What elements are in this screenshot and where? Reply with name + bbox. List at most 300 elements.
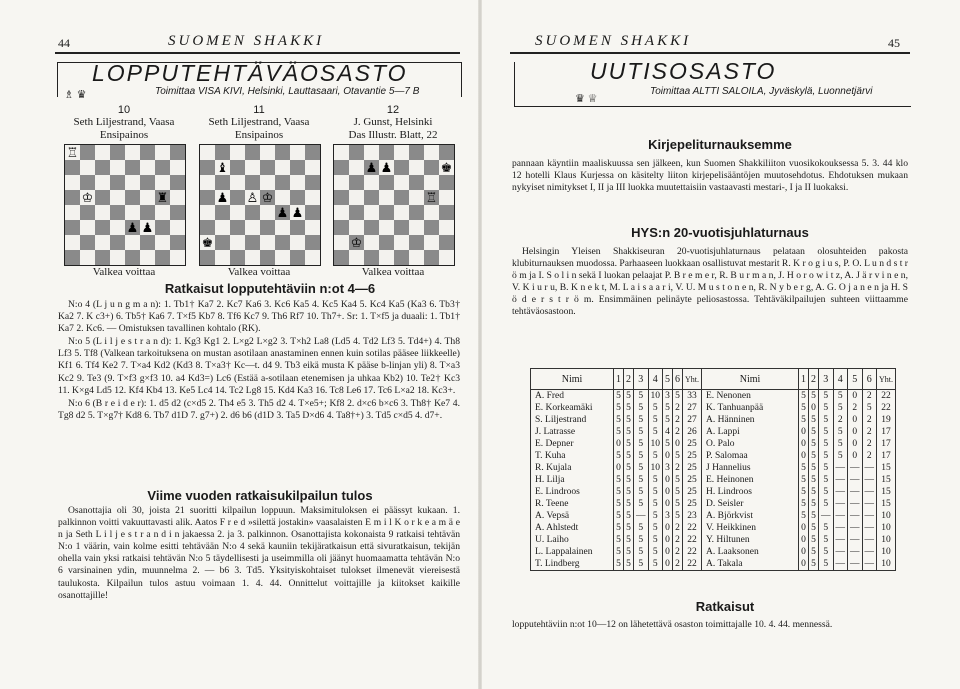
score-cell: 0: [848, 414, 863, 426]
participant-name: T. Kuha: [531, 450, 614, 462]
participant-name: D. Seisler: [702, 498, 799, 510]
news-heading-kirjepeli: Kirjepeliturnauksemme: [648, 137, 792, 152]
score-cell: 5: [663, 402, 673, 414]
score-cell: 5: [673, 474, 683, 486]
black-pawn-icon: ♟: [276, 205, 289, 220]
black-pawn-icon: ♟: [126, 220, 139, 235]
total-cell: 15: [877, 474, 896, 486]
table-row: [531, 534, 896, 546]
article-text: Osanottajia oli 30, joista 21 suoritti kilpailun loppuun. Maksimituloksen ei päässyt kukaan. 1. palkinnon voitti vakuuttavasti alik. Aatos F r e d »silettä jostakin» vaasalaisten E m i l K o r k e a m ä e n ja Seth L i l j e s t r a n d i n jakaessa 2. ja 3. palkinnon. Osanottajista kokonaista 9 ratkaisi tehtävän N:o 1 väärin, vain kolme esitti tehtävään N:o 4 sekä kauniin tekijäratkaisun että sivuratkaisun, tekijän ohella vain yksi ratkaisi tehtävän N:o 5 täydellisesti ja useimmilla oli jäänyt huomaamatta tehtävän N:o 6 varsinainen ydin, muunnelma 2. — b6 3. Td5. Yksityiskohtaiset tulokset ilmenevät viereisestä taulukosta. Kilpailun tulos astuu voimaan 1. 4. 44. Onnittelut voittajille ja kiitokset kaikille osanottajille!: [58, 505, 460, 601]
score-cell: 5: [833, 402, 848, 414]
score-cell: 5: [634, 486, 649, 498]
solution-5: N:o 5 (L i l j e s t r a n d): 1. Kg3 Kg1 2. L×g2 L×g2 3. T×h2 La8 (Ld5 4. Td2 Lf3 5. Td4+) 4. Th8 Lf3 5. Tf8 (Valkean tarkoituksena on mustan asotilaan anastaminen ennen kuin sotilas pääsee liikkeelle) Kf1 6. Tf4 Ke2 7. T×a4 Kd2 (Kd3 8. T×a3† Kc—t. d4 9. Tb3 eikä musta K pääse b-linjan yli) 8. T×a3 Kc2 9. Te3 (9. T×f3 g×f3 10. a4 Kd3=) Lc6 (Estää a-sotilaan etenemisen ja uhkaa Kb2) 10. Te2† Kc3 11. K×g4 Ld5 12. Kf4 Kb4 13. Ke5 Lc4 14. Tc2 Lg8 15. Kd4 Ka3 16. Tc8 Le6 17. Tc6 L×a2 18. Kc3+.: [58, 336, 460, 396]
score-cell: —: [833, 462, 848, 474]
participant-name: L. Lappalainen: [531, 546, 614, 558]
black-pawn-icon: ♟: [291, 205, 304, 220]
score-cell: 5: [663, 414, 673, 426]
total-cell: 25: [683, 498, 702, 510]
score-cell: 2: [673, 462, 683, 474]
score-cell: 5: [819, 474, 834, 486]
score-cell: —: [862, 522, 877, 534]
header-col-4: 4: [648, 369, 663, 390]
problem-12-source: Das Illustr. Blatt, 22: [348, 129, 438, 141]
score-cell: 5: [648, 486, 663, 498]
score-cell: 5: [833, 450, 848, 462]
score-cell: 5: [673, 510, 683, 522]
score-cell: —: [862, 498, 877, 510]
total-cell: 27: [683, 414, 702, 426]
results-header-row: [531, 369, 896, 390]
left-section-title: LOPPUTEHTÄVÄOSASTO: [92, 60, 408, 86]
total-cell: 25: [683, 438, 702, 450]
score-cell: 5: [648, 414, 663, 426]
score-cell: —: [862, 534, 877, 546]
participant-name: A. Ahlstedt: [531, 522, 614, 534]
score-cell: 5: [614, 498, 624, 510]
participant-name: E. Nenonen: [702, 390, 799, 403]
score-cell: 5: [809, 390, 819, 403]
score-cell: 5: [614, 414, 624, 426]
header-col-3: 3: [634, 369, 649, 390]
header-col-6: 6: [862, 369, 877, 390]
score-cell: 0: [809, 402, 819, 414]
score-cell: 5: [624, 390, 634, 403]
table-row: [531, 474, 896, 486]
solutions-heading: Ratkaisut lopputehtäviin n:ot 4—6: [164, 281, 376, 296]
results-body: [531, 390, 896, 571]
total-cell: 25: [683, 486, 702, 498]
total-cell: 23: [683, 510, 702, 522]
score-cell: —: [833, 510, 848, 522]
score-cell: 5: [673, 498, 683, 510]
header-name-right: Nimi: [702, 369, 799, 390]
score-cell: 5: [809, 414, 819, 426]
score-cell: 5: [624, 486, 634, 498]
total-cell: 15: [877, 486, 896, 498]
black-king-icon: ♚: [201, 235, 214, 250]
score-cell: 5: [819, 498, 834, 510]
score-cell: 5: [673, 390, 683, 403]
score-cell: 5: [624, 522, 634, 534]
header-name-left: Nimi: [531, 369, 614, 390]
score-cell: 5: [819, 558, 834, 571]
score-cell: 5: [799, 510, 809, 522]
score-cell: 2: [862, 438, 877, 450]
table-row: [531, 510, 896, 522]
total-cell: 10: [877, 510, 896, 522]
participant-name: S. Liljestrand: [531, 414, 614, 426]
score-cell: 5: [634, 462, 649, 474]
score-cell: 5: [648, 498, 663, 510]
score-cell: 5: [648, 402, 663, 414]
score-cell: 5: [648, 474, 663, 486]
black-pawn-icon: ♟: [141, 220, 154, 235]
table-row: [531, 414, 896, 426]
score-cell: 5: [809, 510, 819, 522]
score-cell: 5: [663, 438, 673, 450]
header-col-total: Yht.: [877, 369, 896, 390]
score-cell: 5: [634, 402, 649, 414]
score-cell: 5: [799, 474, 809, 486]
score-cell: —: [833, 498, 848, 510]
table-row: [531, 462, 896, 474]
score-cell: 5: [809, 426, 819, 438]
score-cell: 5: [634, 522, 649, 534]
score-cell: 2: [673, 534, 683, 546]
header-col-1: 1: [799, 369, 809, 390]
participant-name: Y. Hiltunen: [702, 534, 799, 546]
score-cell: —: [848, 462, 863, 474]
score-cell: —: [833, 522, 848, 534]
news-heading-hys: HYS:n 20-vuotisjuhlaturnaus: [631, 225, 809, 240]
score-cell: —: [862, 474, 877, 486]
black-pawn-icon: ♟: [365, 160, 378, 175]
score-cell: 3: [663, 510, 673, 522]
score-cell: 5: [624, 450, 634, 462]
score-cell: 2: [673, 558, 683, 571]
participant-name: T. Lindberg: [531, 558, 614, 571]
score-cell: 5: [648, 426, 663, 438]
total-cell: 22: [683, 546, 702, 558]
total-cell: 22: [683, 522, 702, 534]
score-cell: 0: [848, 450, 863, 462]
white-pawn-icon: ♙: [246, 190, 259, 205]
right-page-number: 45: [888, 36, 900, 50]
total-cell: 33: [683, 390, 702, 403]
score-cell: 5: [634, 474, 649, 486]
score-cell: 5: [614, 510, 624, 522]
score-cell: 5: [819, 450, 834, 462]
table-row: [531, 438, 896, 450]
score-cell: 5: [799, 414, 809, 426]
total-cell: 27: [683, 402, 702, 414]
left-header-rule: [55, 52, 460, 54]
score-cell: 3: [663, 462, 673, 474]
total-cell: 10: [877, 522, 896, 534]
black-pawn-icon: ♟: [380, 160, 393, 175]
score-cell: 0: [799, 522, 809, 534]
score-cell: 5: [673, 450, 683, 462]
white-king-icon: ♔: [261, 190, 274, 205]
participant-name: H. Lilja: [531, 474, 614, 486]
score-cell: 5: [634, 414, 649, 426]
score-cell: 0: [663, 546, 673, 558]
score-cell: —: [833, 558, 848, 571]
score-cell: 10: [648, 390, 663, 403]
score-cell: 2: [862, 414, 877, 426]
score-cell: 0: [663, 534, 673, 546]
score-cell: 0: [663, 498, 673, 510]
solution-6: N:o 6 (B r e i d e r): 1. d5 d2 (c×d5 2. Th4 e5 3. Th5 d2 4. T×e5+; Kf8 2. d×c6 b×c6 3. Th8† Ke7 4. Tg8 d2 5. T×g7† Kd8 6. Tb7 d1D 7. g7+) 2. d6 b6 (d1D 3. Ta5 D×d6 4. Ta8†+) 3. Td5 c×d5 4. d7+.: [58, 397, 460, 421]
white-king-icon: ♔: [81, 190, 94, 205]
score-cell: 0: [663, 522, 673, 534]
score-cell: 5: [809, 522, 819, 534]
participant-name: E. Lindroos: [531, 486, 614, 498]
participant-name: J. Latrasse: [531, 426, 614, 438]
score-cell: 5: [799, 390, 809, 403]
score-cell: 0: [848, 426, 863, 438]
score-cell: 5: [862, 402, 877, 414]
score-cell: 5: [614, 486, 624, 498]
score-cell: 2: [673, 546, 683, 558]
score-cell: 5: [833, 438, 848, 450]
score-cell: 5: [624, 402, 634, 414]
solution-4: N:o 4 (L j u n g m a n): 1. Tb1† Ka7 2. Kc7 Ka6 3. Kc6 Ka5 4. Kc5 Ka4 5. Kc4 Ka5 (Ka3 6. Tb3† Ka2 7. K c3+) 6. Tb5† Ka6 7. T×f5 Kb7 8. Tf6 Kc7 9. Th6 Rf7 10. Th7+. Sr: 1. T×f5 ja duaali: 1. Tb1† Ka7 2. Kc6. — Omistuksen tavallinen kohtalo (RK).: [58, 299, 460, 335]
score-cell: 5: [819, 486, 834, 498]
participant-name: V. Heikkinen: [702, 522, 799, 534]
black-pawn-icon: ♟: [216, 190, 229, 205]
total-cell: 19: [877, 414, 896, 426]
news-text-kirjepeli: pannaan käyntiin maaliskuussa sen jälkeen, kun Suomen Shakkiliiton vuosikokouksessa 5. 3. 44 klo 12 hotelli Klaus Kurjessa on käsitelty liiton kirjepelisääntöjen muutosehdotus. Ehdotuksen mukaan nykyiset nimitykset I, II ja III luokka muutettaisiin vastaavasti mestari-, I ja II luokaksi.: [512, 158, 908, 194]
total-cell: 22: [877, 402, 896, 414]
results-table: [530, 368, 896, 571]
header-col-2: 2: [809, 369, 819, 390]
score-cell: 0: [663, 450, 673, 462]
table-row: [531, 450, 896, 462]
black-king-icon: ♚: [440, 160, 453, 175]
score-cell: —: [848, 534, 863, 546]
score-cell: 5: [614, 522, 624, 534]
score-cell: 5: [819, 534, 834, 546]
score-cell: 5: [809, 450, 819, 462]
total-cell: 17: [877, 426, 896, 438]
score-cell: 0: [848, 438, 863, 450]
participant-name: R. Teene: [531, 498, 614, 510]
black-bishop-icon: ♝: [216, 160, 229, 175]
score-cell: 2: [673, 402, 683, 414]
participant-name: E. Heinonen: [702, 474, 799, 486]
problem-11-caption: Valkea voittaa: [227, 266, 291, 278]
total-cell: 17: [877, 438, 896, 450]
score-cell: —: [848, 546, 863, 558]
total-cell: 15: [877, 462, 896, 474]
total-cell: 15: [877, 498, 896, 510]
right-solutions-heading: Ratkaisut: [695, 599, 755, 614]
score-cell: 5: [833, 426, 848, 438]
participant-name: J Hannelius: [702, 462, 799, 474]
score-cell: —: [862, 510, 877, 522]
score-cell: 5: [634, 498, 649, 510]
score-cell: 5: [799, 462, 809, 474]
score-cell: 5: [634, 438, 649, 450]
score-cell: 5: [614, 546, 624, 558]
score-cell: 5: [809, 558, 819, 571]
score-cell: 5: [614, 534, 624, 546]
score-cell: 0: [663, 486, 673, 498]
score-cell: —: [862, 462, 877, 474]
right-header-rule: [510, 52, 910, 54]
score-cell: 5: [809, 486, 819, 498]
white-king-icon: ♔: [350, 235, 363, 250]
header-col-4: 4: [833, 369, 848, 390]
participant-name: A. Björkvist: [702, 510, 799, 522]
score-cell: 5: [809, 438, 819, 450]
score-cell: —: [848, 486, 863, 498]
score-cell: 5: [809, 462, 819, 474]
right-section-subtitle: Toimittaa ALTTI SALOILA, Jyväskylä, Luonnetjärvi: [650, 86, 873, 97]
total-cell: 25: [683, 462, 702, 474]
score-cell: 5: [648, 450, 663, 462]
score-cell: 2: [862, 450, 877, 462]
table-row: [531, 390, 896, 403]
score-cell: 5: [799, 498, 809, 510]
header-col-5: 5: [848, 369, 863, 390]
problem-11-number: 11: [253, 104, 265, 116]
score-cell: 5: [624, 510, 634, 522]
score-cell: 5: [819, 414, 834, 426]
score-cell: 5: [614, 450, 624, 462]
score-cell: 0: [848, 390, 863, 403]
total-cell: 10: [877, 546, 896, 558]
score-cell: —: [833, 546, 848, 558]
score-cell: 5: [634, 390, 649, 403]
score-cell: —: [833, 474, 848, 486]
score-cell: —: [862, 546, 877, 558]
participant-name: A. Takala: [702, 558, 799, 571]
score-cell: 5: [614, 390, 624, 403]
score-cell: 5: [819, 402, 834, 414]
score-cell: 5: [634, 426, 649, 438]
score-cell: 2: [833, 414, 848, 426]
score-cell: 0: [799, 534, 809, 546]
score-cell: 5: [799, 486, 809, 498]
solutions-block: [58, 299, 460, 422]
participant-name: U. Laiho: [531, 534, 614, 546]
table-row: [531, 522, 896, 534]
score-cell: —: [819, 510, 834, 522]
total-cell: 10: [877, 534, 896, 546]
chess-logo-icon: ♗ ♛: [64, 89, 87, 101]
problem-12-author: J. Gunst, Helsinki: [353, 116, 433, 128]
header-col-total: Yht.: [683, 369, 702, 390]
score-cell: 5: [648, 510, 663, 522]
participant-name: R. Kujala: [531, 462, 614, 474]
score-cell: 5: [624, 426, 634, 438]
score-cell: 0: [799, 438, 809, 450]
score-cell: 5: [819, 426, 834, 438]
score-cell: —: [634, 510, 649, 522]
score-cell: 5: [634, 546, 649, 558]
score-cell: 5: [648, 534, 663, 546]
white-rook-icon: ♖: [425, 190, 438, 205]
score-cell: 0: [673, 438, 683, 450]
total-cell: 25: [683, 450, 702, 462]
score-cell: —: [848, 474, 863, 486]
participant-name: A. Laaksonen: [702, 546, 799, 558]
participant-name: A. Fred: [531, 390, 614, 403]
score-cell: 5: [809, 546, 819, 558]
score-cell: 0: [799, 450, 809, 462]
score-cell: 5: [648, 546, 663, 558]
problem-11-author: Seth Liljestrand, Vaasa: [208, 116, 310, 128]
participant-name: H. Lindroos: [702, 486, 799, 498]
score-cell: 5: [634, 450, 649, 462]
score-cell: 5: [819, 438, 834, 450]
score-cell: 5: [809, 474, 819, 486]
score-cell: 5: [614, 558, 624, 571]
total-cell: 17: [877, 450, 896, 462]
total-cell: 22: [683, 558, 702, 571]
participant-name: O. Palo: [702, 438, 799, 450]
score-cell: 5: [624, 474, 634, 486]
problem-10-caption: Valkea voittaa: [92, 266, 156, 278]
score-cell: 2: [848, 402, 863, 414]
left-section-subtitle: Toimittaa VISA KIVI, Helsinki, Lauttasaari, Otavantie 5—7 B: [155, 86, 420, 97]
score-cell: 5: [624, 414, 634, 426]
participant-name: P. Salomaa: [702, 450, 799, 462]
score-cell: 2: [673, 414, 683, 426]
left-page-number: 44: [58, 36, 70, 50]
score-cell: —: [848, 498, 863, 510]
chessboard-problem-11: [199, 144, 321, 266]
right-section-title: UUTISOSASTO: [590, 58, 777, 84]
score-cell: 5: [624, 438, 634, 450]
table-row: [531, 486, 896, 498]
score-cell: 2: [673, 426, 683, 438]
score-cell: —: [848, 522, 863, 534]
participant-name: E. Depner: [531, 438, 614, 450]
right-solutions-text: lopputehtäviin n:ot 10—12 on lähetettävä osaston toimittajalle 10. 4. 44. mennessä.: [512, 619, 833, 630]
white-rook-icon: ♖: [66, 145, 79, 160]
score-cell: 5: [819, 390, 834, 403]
score-cell: —: [862, 558, 877, 571]
score-cell: 0: [799, 546, 809, 558]
score-cell: 5: [799, 402, 809, 414]
article-heading: Viime vuoden ratkaisukilpailun tulos: [147, 488, 373, 503]
problem-11-source: Ensipainos: [234, 129, 284, 141]
participant-name: A. Hänninen: [702, 414, 799, 426]
score-cell: 5: [819, 546, 834, 558]
score-cell: 10: [648, 438, 663, 450]
score-cell: 5: [624, 546, 634, 558]
left-running-head: SUOMEN SHAKKI: [168, 33, 325, 49]
score-cell: 0: [663, 558, 673, 571]
score-cell: 5: [833, 390, 848, 403]
chessboard-problem-10: [64, 144, 186, 266]
score-cell: 0: [614, 462, 624, 474]
score-cell: —: [862, 486, 877, 498]
chess-logo-icon: ♛ ♕: [575, 93, 598, 105]
score-cell: 5: [648, 522, 663, 534]
table-row: [531, 498, 896, 510]
score-cell: 5: [634, 558, 649, 571]
score-cell: 5: [673, 486, 683, 498]
score-cell: 10: [648, 462, 663, 474]
problem-10-number: 10: [117, 104, 131, 116]
score-cell: 5: [614, 402, 624, 414]
score-cell: —: [848, 510, 863, 522]
score-cell: 0: [799, 426, 809, 438]
score-cell: 5: [624, 498, 634, 510]
score-cell: 5: [819, 462, 834, 474]
score-cell: 0: [614, 438, 624, 450]
page-gutter: [478, 0, 482, 689]
chessboard-problem-12: [333, 144, 455, 266]
header-col-5: 5: [663, 369, 673, 390]
score-cell: 5: [614, 474, 624, 486]
right-running-head: SUOMEN SHAKKI: [535, 33, 692, 49]
news-text-hys: Helsingin Yleisen Shakkiseuran 20-vuotisjuhlaturnaus pelataan olosuhteiden pakosta klubiturnauksen muodossa. Parhaaseen luokkaan osallistuvat mestarit R. K r o g i u s, P. O. L u n d s t r ö m ja I. S o l i n sekä I luokan pelaajat P. B r e m e r, R. B u r m a n, J. H o r o w i t z, A. J ä r v i n e n, V. K i u r u, B. K n e k t, M. L a i s a a r i, V. U. M u s t o n e n, R. N y b e r g, A. G. O j a n e n ja H. S ö d e r s t r ö m. Ensimmäinen pelinäyte peliosastossa. Tehtäväkilpailujen suhteen viittaamme tehtäväosastoon.: [512, 246, 908, 318]
score-cell: 3: [663, 390, 673, 403]
total-cell: 10: [877, 558, 896, 571]
total-cell: 22: [877, 390, 896, 403]
table-row: [531, 558, 896, 571]
table-row: [531, 402, 896, 414]
table-row: [531, 426, 896, 438]
score-cell: —: [848, 558, 863, 571]
score-cell: 5: [614, 426, 624, 438]
score-cell: 2: [673, 522, 683, 534]
